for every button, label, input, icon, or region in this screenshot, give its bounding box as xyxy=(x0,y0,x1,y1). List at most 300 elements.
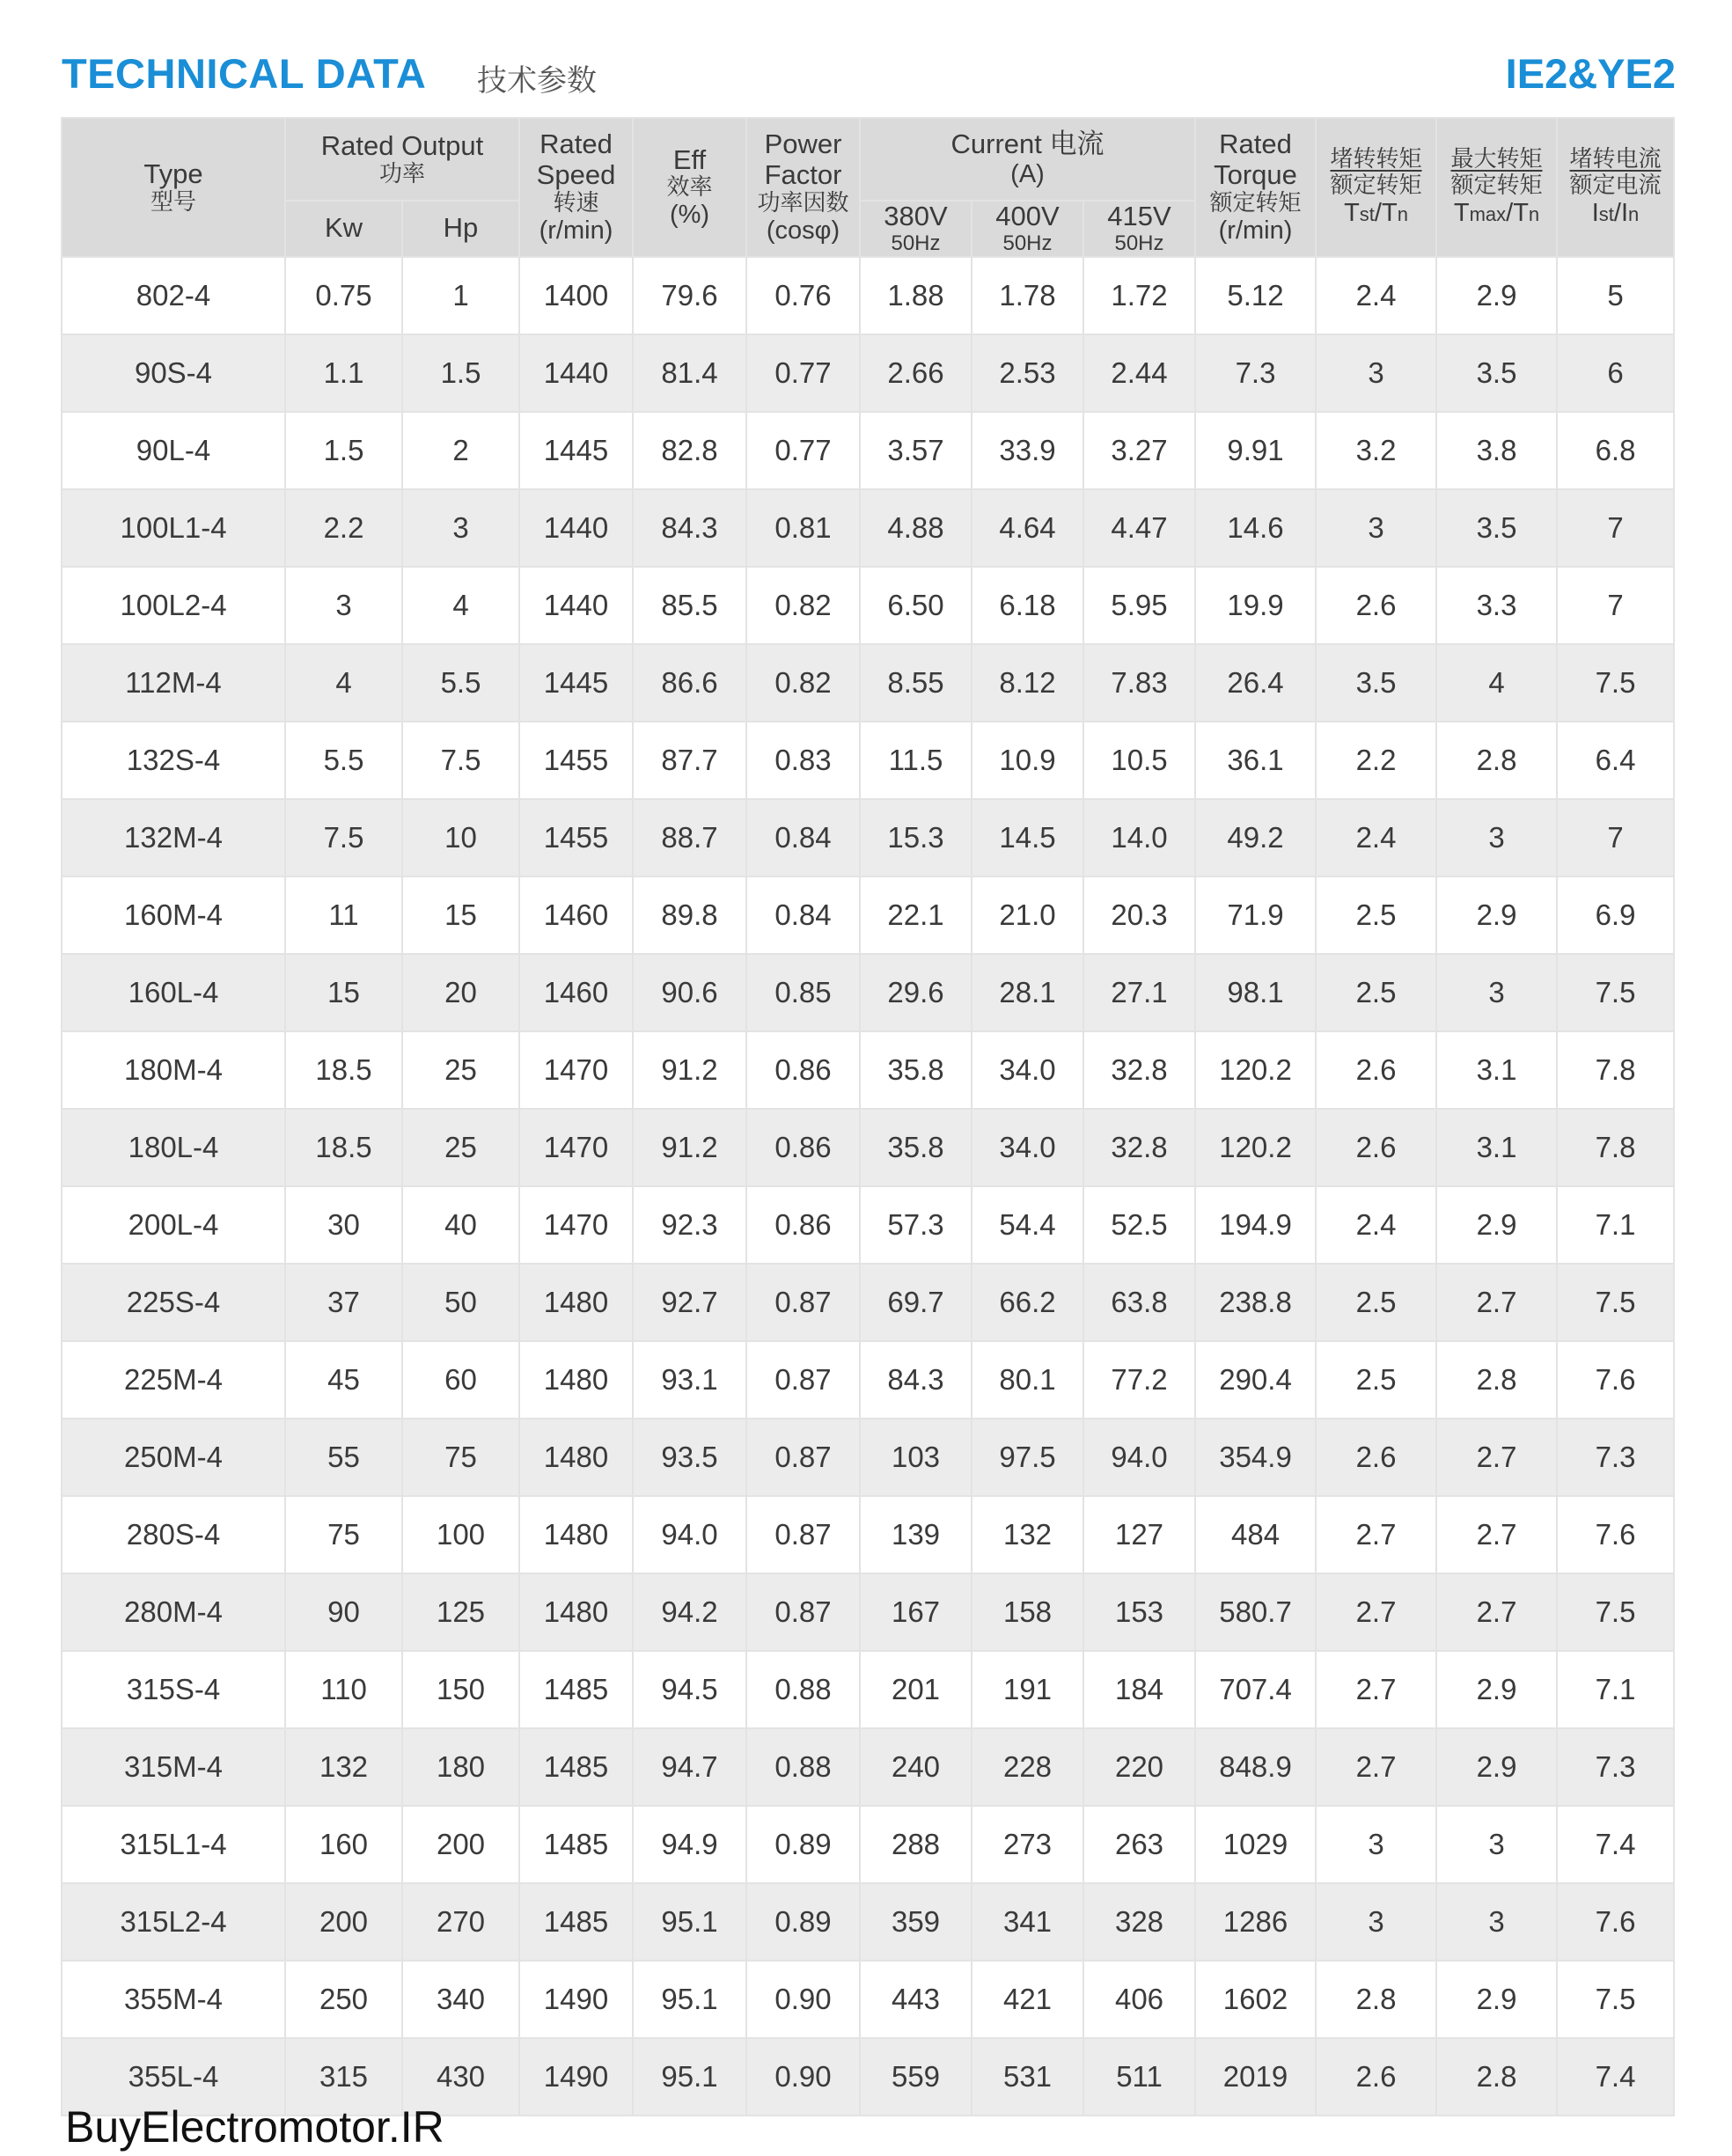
value-cell: 7 xyxy=(1557,567,1674,644)
type-cell: 315L2-4 xyxy=(62,1883,285,1961)
value-cell: 3 xyxy=(1436,1806,1557,1883)
value-cell: 3 xyxy=(1316,334,1436,412)
value-cell: 7.6 xyxy=(1557,1496,1674,1573)
value-cell: 194.9 xyxy=(1195,1186,1316,1264)
value-cell: 82.8 xyxy=(633,412,746,489)
value-cell: 1470 xyxy=(519,1109,633,1186)
type-cell: 802-4 xyxy=(62,257,285,334)
value-cell: 92.7 xyxy=(633,1264,746,1341)
value-cell: 7.5 xyxy=(285,799,402,876)
value-cell: 11 xyxy=(285,876,402,954)
value-cell: 5.5 xyxy=(402,644,519,722)
value-cell: 97.5 xyxy=(972,1419,1083,1496)
value-cell: 6.4 xyxy=(1557,722,1674,799)
value-cell: 15 xyxy=(402,876,519,954)
value-cell: 3.27 xyxy=(1083,412,1195,489)
value-cell: 40 xyxy=(402,1186,519,1264)
value-cell: 18.5 xyxy=(285,1031,402,1109)
value-cell: 5.5 xyxy=(285,722,402,799)
value-cell: 91.2 xyxy=(633,1031,746,1109)
value-cell: 3.2 xyxy=(1316,412,1436,489)
value-cell: 270 xyxy=(402,1883,519,1961)
value-cell: 21.0 xyxy=(972,876,1083,954)
value-cell: 1440 xyxy=(519,489,633,567)
value-cell: 36.1 xyxy=(1195,722,1316,799)
value-cell: 2.5 xyxy=(1316,876,1436,954)
value-cell: 406 xyxy=(1083,1961,1195,2038)
value-cell: 91.2 xyxy=(633,1109,746,1186)
value-cell: 153 xyxy=(1083,1573,1195,1651)
value-cell: 1460 xyxy=(519,876,633,954)
value-cell: 92.3 xyxy=(633,1186,746,1264)
value-cell: 0.77 xyxy=(746,334,860,412)
value-cell: 120.2 xyxy=(1195,1109,1316,1186)
value-cell: 3 xyxy=(1436,1883,1557,1961)
table-row xyxy=(62,1109,1674,1186)
type-cell: 280M-4 xyxy=(62,1573,285,1651)
value-cell: 3 xyxy=(285,567,402,644)
value-cell: 4 xyxy=(285,644,402,722)
table-row xyxy=(62,1264,1674,1341)
value-cell: 1440 xyxy=(519,567,633,644)
type-cell: 100L1-4 xyxy=(62,489,285,567)
value-cell: 1480 xyxy=(519,1341,633,1419)
value-cell: 3 xyxy=(1436,799,1557,876)
value-cell: 220 xyxy=(1083,1728,1195,1806)
value-cell: 35.8 xyxy=(860,1031,972,1109)
value-cell: 98.1 xyxy=(1195,954,1316,1031)
value-cell: 22.1 xyxy=(860,876,972,954)
value-cell: 20 xyxy=(402,954,519,1031)
value-cell: 125 xyxy=(402,1573,519,1651)
table-row xyxy=(62,334,1674,412)
table-row xyxy=(62,1573,1674,1651)
value-cell: 1485 xyxy=(519,1651,633,1728)
value-cell: 139 xyxy=(860,1496,972,1573)
value-cell: 11.5 xyxy=(860,722,972,799)
value-cell: 2.9 xyxy=(1436,1651,1557,1728)
value-cell: 2.7 xyxy=(1316,1651,1436,1728)
value-cell: 19.9 xyxy=(1195,567,1316,644)
value-cell: 228 xyxy=(972,1728,1083,1806)
type-cell: 355L-4 xyxy=(62,2038,285,2116)
value-cell: 94.0 xyxy=(1083,1419,1195,1496)
value-cell: 94.2 xyxy=(633,1573,746,1651)
value-cell: 2.4 xyxy=(1316,799,1436,876)
value-cell: 0.90 xyxy=(746,1961,860,2038)
value-cell: 1.78 xyxy=(972,257,1083,334)
value-cell: 93.5 xyxy=(633,1419,746,1496)
value-cell: 2.9 xyxy=(1436,876,1557,954)
value-cell: 511 xyxy=(1083,2038,1195,2116)
value-cell: 84.3 xyxy=(633,489,746,567)
value-cell: 9.91 xyxy=(1195,412,1316,489)
value-cell: 290.4 xyxy=(1195,1341,1316,1419)
table-row xyxy=(62,1186,1674,1264)
value-cell: 0.87 xyxy=(746,1341,860,1419)
value-cell: 0.82 xyxy=(746,567,860,644)
value-cell: 1440 xyxy=(519,334,633,412)
value-cell: 49.2 xyxy=(1195,799,1316,876)
value-cell: 2.66 xyxy=(860,334,972,412)
table-row xyxy=(62,567,1674,644)
value-cell: 110 xyxy=(285,1651,402,1728)
value-cell: 20.3 xyxy=(1083,876,1195,954)
value-cell: 3.3 xyxy=(1436,567,1557,644)
value-cell: 2.2 xyxy=(1316,722,1436,799)
value-cell: 71.9 xyxy=(1195,876,1316,954)
value-cell: 328 xyxy=(1083,1883,1195,1961)
value-cell: 1 xyxy=(402,257,519,334)
value-cell: 10.9 xyxy=(972,722,1083,799)
value-cell: 95.1 xyxy=(633,1961,746,2038)
table-row xyxy=(62,412,1674,489)
value-cell: 0.83 xyxy=(746,722,860,799)
value-cell: 1480 xyxy=(519,1496,633,1573)
value-cell: 2.53 xyxy=(972,334,1083,412)
type-cell: 90L-4 xyxy=(62,412,285,489)
value-cell: 85.5 xyxy=(633,567,746,644)
value-cell: 3 xyxy=(1436,954,1557,1031)
table-row xyxy=(62,954,1674,1031)
value-cell: 150 xyxy=(402,1651,519,1728)
type-cell: 132M-4 xyxy=(62,799,285,876)
value-cell: 2.9 xyxy=(1436,257,1557,334)
value-cell: 0.86 xyxy=(746,1031,860,1109)
value-cell: 288 xyxy=(860,1806,972,1883)
table-header xyxy=(62,118,1674,257)
value-cell: 60 xyxy=(402,1341,519,1419)
value-cell: 273 xyxy=(972,1806,1083,1883)
value-cell: 0.77 xyxy=(746,412,860,489)
value-cell: 2.4 xyxy=(1316,1186,1436,1264)
value-cell: 2.6 xyxy=(1316,2038,1436,2116)
value-cell: 6.18 xyxy=(972,567,1083,644)
value-cell: 1445 xyxy=(519,412,633,489)
value-cell: 2 xyxy=(402,412,519,489)
table-row xyxy=(62,1651,1674,1728)
value-cell: 1485 xyxy=(519,1806,633,1883)
value-cell: 15.3 xyxy=(860,799,972,876)
table-row xyxy=(62,1031,1674,1109)
value-cell: 25 xyxy=(402,1109,519,1186)
value-cell: 559 xyxy=(860,2038,972,2116)
value-cell: 10 xyxy=(402,799,519,876)
value-cell: 2.7 xyxy=(1316,1573,1436,1651)
value-cell: 238.8 xyxy=(1195,1264,1316,1341)
value-cell: 87.7 xyxy=(633,722,746,799)
value-cell: 90.6 xyxy=(633,954,746,1031)
value-cell: 250 xyxy=(285,1961,402,2038)
value-cell: 7.5 xyxy=(1557,954,1674,1031)
value-cell: 34.0 xyxy=(972,1031,1083,1109)
type-cell: 160M-4 xyxy=(62,876,285,954)
value-cell: 4.47 xyxy=(1083,489,1195,567)
col-kw: Kw xyxy=(285,201,402,257)
value-cell: 69.7 xyxy=(860,1264,972,1341)
value-cell: 2.8 xyxy=(1316,1961,1436,2038)
value-cell: 55 xyxy=(285,1419,402,1496)
value-cell: 7 xyxy=(1557,799,1674,876)
value-cell: 0.85 xyxy=(746,954,860,1031)
col-max-torque-ratio: 最大转矩 额定转矩 Tmax/Tn xyxy=(1436,118,1557,257)
value-cell: 6.50 xyxy=(860,567,972,644)
value-cell: 1286 xyxy=(1195,1883,1316,1961)
table-row xyxy=(62,722,1674,799)
value-cell: 2.7 xyxy=(1436,1573,1557,1651)
value-cell: 707.4 xyxy=(1195,1651,1316,1728)
value-cell: 3.5 xyxy=(1436,334,1557,412)
value-cell: 1490 xyxy=(519,1961,633,2038)
value-cell: 7 xyxy=(1557,489,1674,567)
value-cell: 4 xyxy=(402,567,519,644)
type-cell: 112M-4 xyxy=(62,644,285,722)
col-400v: 400V 50Hz xyxy=(972,201,1083,257)
value-cell: 66.2 xyxy=(972,1264,1083,1341)
value-cell: 0.81 xyxy=(746,489,860,567)
value-cell: 0.82 xyxy=(746,644,860,722)
value-cell: 0.89 xyxy=(746,1806,860,1883)
col-locked-rotor-torque-ratio: 堵转转矩 额定转矩 Tst/Tn xyxy=(1316,118,1436,257)
value-cell: 848.9 xyxy=(1195,1728,1316,1806)
value-cell: 3.1 xyxy=(1436,1109,1557,1186)
value-cell: 132 xyxy=(285,1728,402,1806)
value-cell: 191 xyxy=(972,1651,1083,1728)
table-row xyxy=(62,1728,1674,1806)
value-cell: 81.4 xyxy=(633,334,746,412)
value-cell: 95.1 xyxy=(633,2038,746,2116)
value-cell: 0.86 xyxy=(746,1186,860,1264)
type-cell: 280S-4 xyxy=(62,1496,285,1573)
value-cell: 14.0 xyxy=(1083,799,1195,876)
value-cell: 2.2 xyxy=(285,489,402,567)
value-cell: 180 xyxy=(402,1728,519,1806)
value-cell: 1.5 xyxy=(402,334,519,412)
value-cell: 0.90 xyxy=(746,2038,860,2116)
value-cell: 484 xyxy=(1195,1496,1316,1573)
value-cell: 15 xyxy=(285,954,402,1031)
value-cell: 1400 xyxy=(519,257,633,334)
col-415v: 415V 50Hz xyxy=(1083,201,1195,257)
page-header xyxy=(0,0,1732,114)
value-cell: 201 xyxy=(860,1651,972,1728)
table-row xyxy=(62,644,1674,722)
value-cell: 7.3 xyxy=(1195,334,1316,412)
value-cell: 6.9 xyxy=(1557,876,1674,954)
table-row xyxy=(62,1806,1674,1883)
value-cell: 7.4 xyxy=(1557,2038,1674,2116)
type-cell: 355M-4 xyxy=(62,1961,285,2038)
value-cell: 4.64 xyxy=(972,489,1083,567)
value-cell: 26.4 xyxy=(1195,644,1316,722)
value-cell: 2.6 xyxy=(1316,1031,1436,1109)
value-cell: 3.5 xyxy=(1436,489,1557,567)
type-cell: 100L2-4 xyxy=(62,567,285,644)
value-cell: 32.8 xyxy=(1083,1109,1195,1186)
value-cell: 1029 xyxy=(1195,1806,1316,1883)
col-rated-speed: Rated Speed 转速 (r/min) xyxy=(519,118,633,257)
value-cell: 28.1 xyxy=(972,954,1083,1031)
value-cell: 0.84 xyxy=(746,876,860,954)
col-rated-torque: Rated Torque 额定转矩 (r/min) xyxy=(1195,118,1316,257)
value-cell: 4 xyxy=(1436,644,1557,722)
table-body xyxy=(62,257,1674,2116)
value-cell: 1480 xyxy=(519,1264,633,1341)
value-cell: 7.1 xyxy=(1557,1651,1674,1728)
col-hp: Hp xyxy=(402,201,519,257)
value-cell: 421 xyxy=(972,1961,1083,2038)
value-cell: 2.6 xyxy=(1316,567,1436,644)
value-cell: 240 xyxy=(860,1728,972,1806)
value-cell: 2.8 xyxy=(1436,2038,1557,2116)
value-cell: 1490 xyxy=(519,2038,633,2116)
value-cell: 93.1 xyxy=(633,1341,746,1419)
value-cell: 167 xyxy=(860,1573,972,1651)
value-cell: 184 xyxy=(1083,1651,1195,1728)
value-cell: 90 xyxy=(285,1573,402,1651)
type-cell: 225M-4 xyxy=(62,1341,285,1419)
value-cell: 10.5 xyxy=(1083,722,1195,799)
value-cell: 95.1 xyxy=(633,1883,746,1961)
value-cell: 7.5 xyxy=(402,722,519,799)
type-cell: 90S-4 xyxy=(62,334,285,412)
value-cell: 1.88 xyxy=(860,257,972,334)
value-cell: 580.7 xyxy=(1195,1573,1316,1651)
value-cell: 2.7 xyxy=(1316,1728,1436,1806)
type-cell: 225S-4 xyxy=(62,1264,285,1341)
value-cell: 0.87 xyxy=(746,1419,860,1496)
value-cell: 1445 xyxy=(519,644,633,722)
value-cell: 1460 xyxy=(519,954,633,1031)
value-cell: 14.5 xyxy=(972,799,1083,876)
value-cell: 1.72 xyxy=(1083,257,1195,334)
type-cell: 315M-4 xyxy=(62,1728,285,1806)
value-cell: 7.6 xyxy=(1557,1341,1674,1419)
value-cell: 132 xyxy=(972,1496,1083,1573)
value-cell: 86.6 xyxy=(633,644,746,722)
value-cell: 5 xyxy=(1557,257,1674,334)
value-cell: 7.5 xyxy=(1557,1264,1674,1341)
value-cell: 341 xyxy=(972,1883,1083,1961)
type-cell: 132S-4 xyxy=(62,722,285,799)
value-cell: 29.6 xyxy=(860,954,972,1031)
value-cell: 430 xyxy=(402,2038,519,2116)
value-cell: 89.8 xyxy=(633,876,746,954)
value-cell: 8.55 xyxy=(860,644,972,722)
value-cell: 7.8 xyxy=(1557,1109,1674,1186)
value-cell: 32.8 xyxy=(1083,1031,1195,1109)
type-cell: 200L-4 xyxy=(62,1186,285,1264)
value-cell: 30 xyxy=(285,1186,402,1264)
value-cell: 3.5 xyxy=(1316,644,1436,722)
value-cell: 1455 xyxy=(519,799,633,876)
value-cell: 3.8 xyxy=(1436,412,1557,489)
value-cell: 14.6 xyxy=(1195,489,1316,567)
website-footer: BuyElectromotor.IR xyxy=(65,2102,444,2152)
value-cell: 7.5 xyxy=(1557,1573,1674,1651)
table-row xyxy=(62,1341,1674,1419)
value-cell: 2.8 xyxy=(1436,1341,1557,1419)
value-cell: 127 xyxy=(1083,1496,1195,1573)
value-cell: 103 xyxy=(860,1419,972,1496)
value-cell: 18.5 xyxy=(285,1109,402,1186)
col-efficiency: Eff 效率 (%) xyxy=(633,118,746,257)
value-cell: 443 xyxy=(860,1961,972,2038)
value-cell: 1480 xyxy=(519,1419,633,1496)
value-cell: 2.44 xyxy=(1083,334,1195,412)
value-cell: 7.4 xyxy=(1557,1806,1674,1883)
col-type: Type 型号 xyxy=(62,118,285,257)
value-cell: 0.89 xyxy=(746,1883,860,1961)
value-cell: 1602 xyxy=(1195,1961,1316,2038)
type-cell: 180L-4 xyxy=(62,1109,285,1186)
value-cell: 2.4 xyxy=(1316,257,1436,334)
value-cell: 0.76 xyxy=(746,257,860,334)
value-cell: 2.5 xyxy=(1316,1341,1436,1419)
value-cell: 200 xyxy=(402,1806,519,1883)
value-cell: 0.87 xyxy=(746,1573,860,1651)
value-cell: 2.5 xyxy=(1316,954,1436,1031)
value-cell: 5.12 xyxy=(1195,257,1316,334)
col-380v: 380V 50Hz xyxy=(860,201,972,257)
value-cell: 63.8 xyxy=(1083,1264,1195,1341)
value-cell: 2.7 xyxy=(1436,1496,1557,1573)
value-cell: 200 xyxy=(285,1883,402,1961)
value-cell: 8.12 xyxy=(972,644,1083,722)
value-cell: 94.0 xyxy=(633,1496,746,1573)
value-cell: 45 xyxy=(285,1341,402,1419)
value-cell: 1470 xyxy=(519,1186,633,1264)
value-cell: 0.87 xyxy=(746,1496,860,1573)
value-cell: 88.7 xyxy=(633,799,746,876)
table-row xyxy=(62,1883,1674,1961)
value-cell: 6.8 xyxy=(1557,412,1674,489)
col-locked-rotor-current-ratio: 堵转电流 额定电流 Ist/In xyxy=(1557,118,1674,257)
value-cell: 2019 xyxy=(1195,2038,1316,2116)
value-cell: 1.5 xyxy=(285,412,402,489)
col-power-factor: Power Factor 功率因数 (cosφ) xyxy=(746,118,860,257)
col-current: Current 电流 (A) xyxy=(860,118,1195,201)
value-cell: 34.0 xyxy=(972,1109,1083,1186)
value-cell: 2.7 xyxy=(1316,1496,1436,1573)
table-row xyxy=(62,257,1674,334)
value-cell: 3 xyxy=(1316,1883,1436,1961)
value-cell: 7.3 xyxy=(1557,1419,1674,1496)
value-cell: 4.88 xyxy=(860,489,972,567)
value-cell: 7.5 xyxy=(1557,1961,1674,2038)
value-cell: 3.57 xyxy=(860,412,972,489)
value-cell: 315 xyxy=(285,2038,402,2116)
value-cell: 120.2 xyxy=(1195,1031,1316,1109)
value-cell: 80.1 xyxy=(972,1341,1083,1419)
value-cell: 27.1 xyxy=(1083,954,1195,1031)
value-cell: 0.88 xyxy=(746,1651,860,1728)
value-cell: 7.1 xyxy=(1557,1186,1674,1264)
value-cell: 94.7 xyxy=(633,1728,746,1806)
col-rated-output: Rated Output 功率 xyxy=(285,118,519,201)
value-cell: 2.9 xyxy=(1436,1186,1557,1264)
type-cell: 315L1-4 xyxy=(62,1806,285,1883)
value-cell: 1455 xyxy=(519,722,633,799)
value-cell: 2.8 xyxy=(1436,722,1557,799)
value-cell: 2.5 xyxy=(1316,1264,1436,1341)
value-cell: 531 xyxy=(972,2038,1083,2116)
table-row xyxy=(62,489,1674,567)
value-cell: 0.84 xyxy=(746,799,860,876)
value-cell: 5.95 xyxy=(1083,567,1195,644)
value-cell: 1480 xyxy=(519,1573,633,1651)
value-cell: 1470 xyxy=(519,1031,633,1109)
